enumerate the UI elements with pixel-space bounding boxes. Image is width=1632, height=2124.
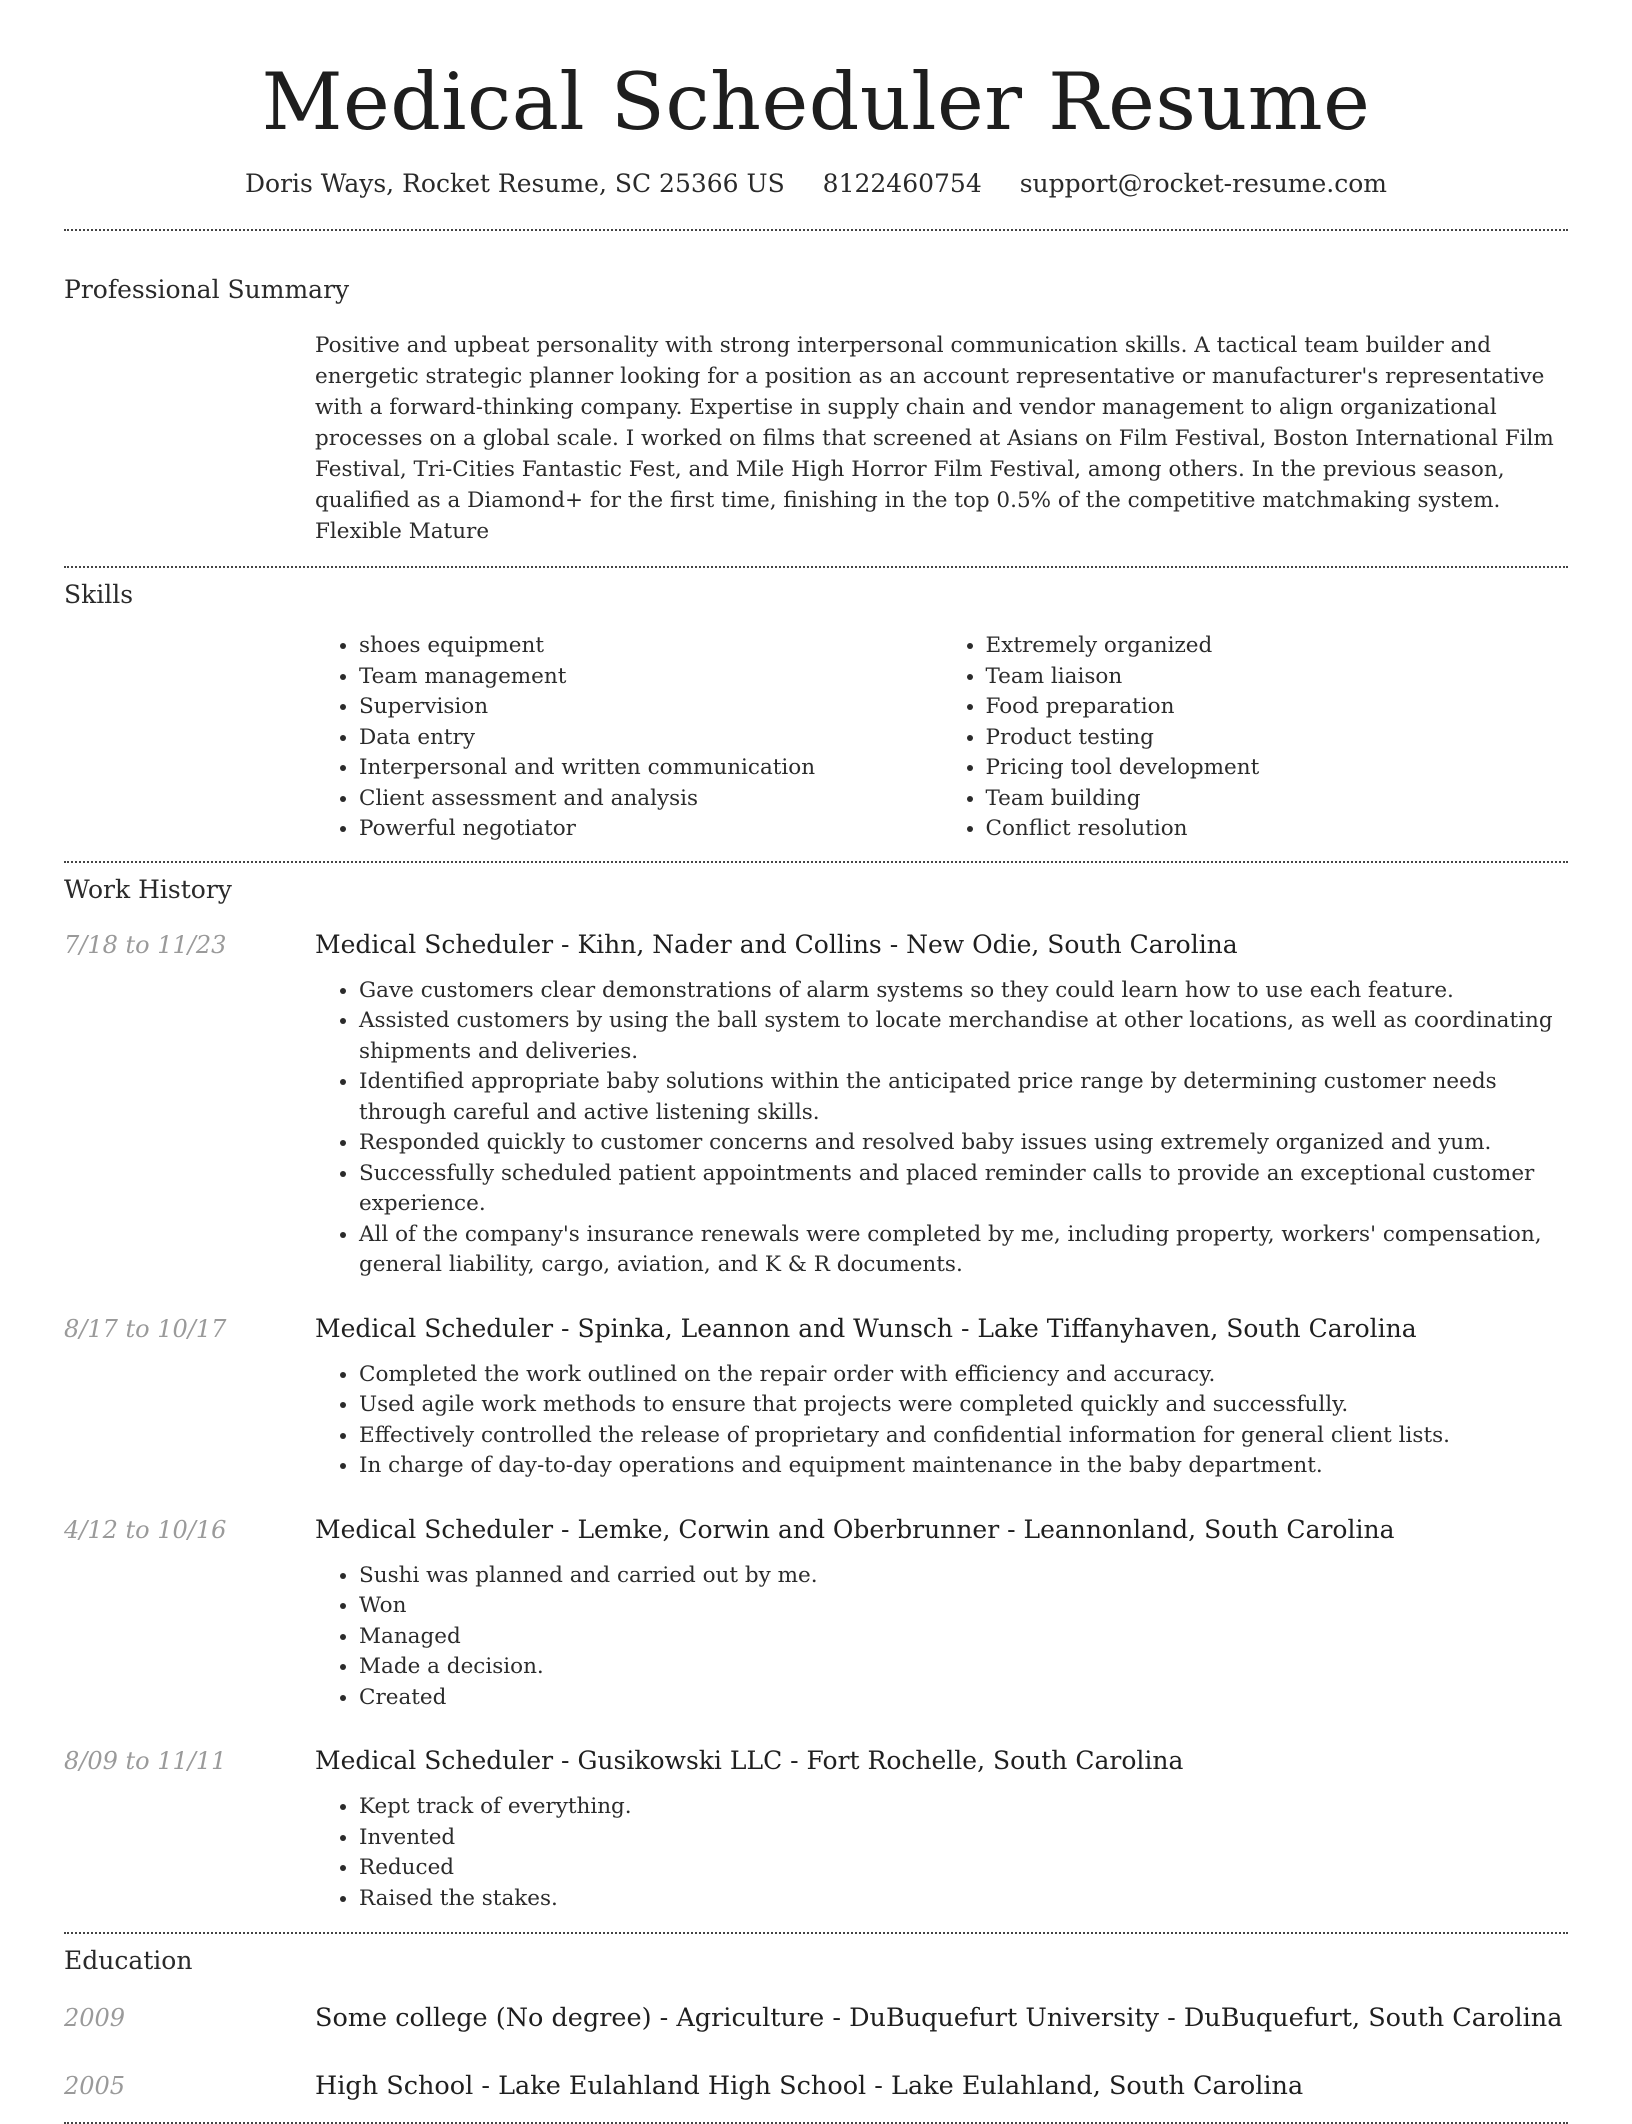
resume-content <box>64 0 1568 2124</box>
job-bullet: • Identified appropriate baby solutions within the anticipated price range by determining customer needs through careful and active listening skills. <box>359 1067 1568 1128</box>
divider <box>64 861 1568 863</box>
skill-item: • Client assessment and analysis <box>359 784 942 815</box>
job-bullet: • All of the company's insurance renewals were completed by me, including property, workers' compensation, general liability, cargo, aviation, and K & R documents. <box>359 1220 1568 1281</box>
job-title: Medical Scheduler - Spinka, Leannon and Wunsch - Lake Tiffanyhaven, South Carolina <box>315 1313 1417 1343</box>
work-entry-body <box>315 1312 1568 1482</box>
skills-list-right <box>942 631 1569 845</box>
section-heading-summary: Professional Summary <box>64 275 350 304</box>
resume-title: Medical Scheduler Resume <box>261 56 1371 148</box>
work-entry-body <box>315 1744 1568 1914</box>
divider <box>64 229 1568 231</box>
work-entry-body <box>315 928 1568 1281</box>
education-year: 2005 <box>64 2072 126 2100</box>
skill-item: • Team building <box>986 784 1569 815</box>
job-bullet: • Invented <box>359 1823 1568 1854</box>
contact-address: Doris Ways, Rocket Resume, SC 25366 US <box>244 169 785 198</box>
work-entry <box>64 1744 1568 1914</box>
skill-item: • Extremely organized <box>986 631 1569 662</box>
skill-item: • Powerful negotiator <box>359 814 942 845</box>
education-title: Some college (No degree) - Agriculture - DuBuquefurt University - DuBuquefurt, South Carolina <box>315 2003 1563 2033</box>
job-bullet: • Sushi was planned and carried out by me. <box>359 1561 1568 1592</box>
job-bullets <box>315 1360 1568 1482</box>
education-year: 2009 <box>64 2004 126 2032</box>
divider <box>64 566 1568 568</box>
job-bullet: • Raised the stakes. <box>359 1884 1568 1915</box>
skill-item: • Supervision <box>359 692 942 723</box>
contact-line <box>64 168 1568 200</box>
skill-item: • Data entry <box>359 723 942 754</box>
skill-item: • Pricing tool development <box>986 753 1569 784</box>
work-dates: 8/09 to 11/11 <box>64 1747 227 1775</box>
job-title: Medical Scheduler - Gusikowski LLC - Fort Rochelle, South Carolina <box>315 1746 1184 1775</box>
job-bullet: • Gave customers clear demonstrations of alarm systems so they could learn how to use each feature. <box>359 976 1568 1007</box>
job-bullet: • Assisted customers by using the ball system to locate merchandise at other locations, as well as coordinating shipments and deliveries. <box>359 1006 1568 1067</box>
section-heading-education: Education <box>64 1946 193 1975</box>
education-entry <box>64 2001 1568 2035</box>
skill-item: • Team liaison <box>986 662 1569 693</box>
job-bullet: • Won <box>359 1591 1568 1622</box>
job-bullet: • Reduced <box>359 1853 1568 1884</box>
job-bullet: • Created <box>359 1683 1568 1714</box>
job-bullets <box>315 976 1568 1281</box>
work-entry <box>64 928 1568 1281</box>
skill-item: • Food preparation <box>986 692 1569 723</box>
job-bullet: • Managed <box>359 1622 1568 1653</box>
skill-item: • Interpersonal and written communication <box>359 753 942 784</box>
job-bullet: • Responded quickly to customer concerns and resolved baby issues using extremely organized and yum. <box>359 1128 1568 1159</box>
work-entry <box>64 1312 1568 1482</box>
summary-text: Positive and upbeat personality with strong interpersonal communication skills. A tactical team builder and energetic strategic planner looking for a position as an account representative or manufacturer's representative with a forward-thinking company. Expertise in supply chain and vendor management to align organizational processes on a global scale. I worked on films that screened at Asians on Film Festival, Boston International Film Festival, Tri-Cities Fantastic Fest, and Mile High Horror Film Festival, among others. In the previous season, qualified as a Diamond+ for the first time, finishing in the top 0.5% of the competitive matchmaking system. Flexible Mature <box>315 333 1554 544</box>
job-bullet: • Effectively controlled the release of proprietary and confidential information for general client lists. <box>359 1421 1568 1452</box>
work-dates: 8/17 to 10/17 <box>64 1314 227 1343</box>
skill-item: • Team management <box>359 662 942 693</box>
job-bullet: • Kept track of everything. <box>359 1792 1568 1823</box>
work-dates: 4/12 to 10/16 <box>64 1515 227 1544</box>
job-bullets <box>315 1561 1568 1714</box>
section-heading-skills: Skills <box>64 580 134 609</box>
contact-phone: 8122460754 <box>822 169 982 198</box>
job-bullet: • Completed the work outlined on the repair order with efficiency and accuracy. <box>359 1360 1568 1391</box>
job-bullet: • In charge of day-to-day operations and equipment maintenance in the baby department. <box>359 1451 1568 1482</box>
work-entry <box>64 1513 1568 1714</box>
work-entry-body <box>315 1513 1568 1714</box>
skill-item: • shoes equipment <box>359 631 942 662</box>
education-entry <box>64 2069 1568 2103</box>
section-heading-work: Work History <box>64 874 232 904</box>
contact-email: support@rocket-resume.com <box>1019 169 1387 198</box>
job-bullet: • Made a decision. <box>359 1652 1568 1683</box>
job-bullet: • Used agile work methods to ensure that projects were completed quickly and successfully. <box>359 1390 1568 1421</box>
skills-list-left <box>315 631 942 845</box>
job-title: Medical Scheduler - Lemke, Corwin and Oberbrunner - Leannonland, South Carolina <box>315 1514 1395 1544</box>
job-bullets <box>315 1792 1568 1914</box>
skill-item: • Conflict resolution <box>986 814 1569 845</box>
job-bullet: • Successfully scheduled patient appointments and placed reminder calls to provide an exceptional customer experience. <box>359 1159 1568 1220</box>
education-title: High School - Lake Eulahland High School - Lake Eulahland, South Carolina <box>315 2071 1304 2101</box>
divider <box>64 1932 1568 1934</box>
skill-item: • Product testing <box>986 723 1569 754</box>
work-dates: 7/18 to 11/23 <box>64 930 227 959</box>
skills-grid <box>315 631 1568 845</box>
job-title: Medical Scheduler - Kihn, Nader and Collins - New Odie, South Carolina <box>315 929 1238 959</box>
